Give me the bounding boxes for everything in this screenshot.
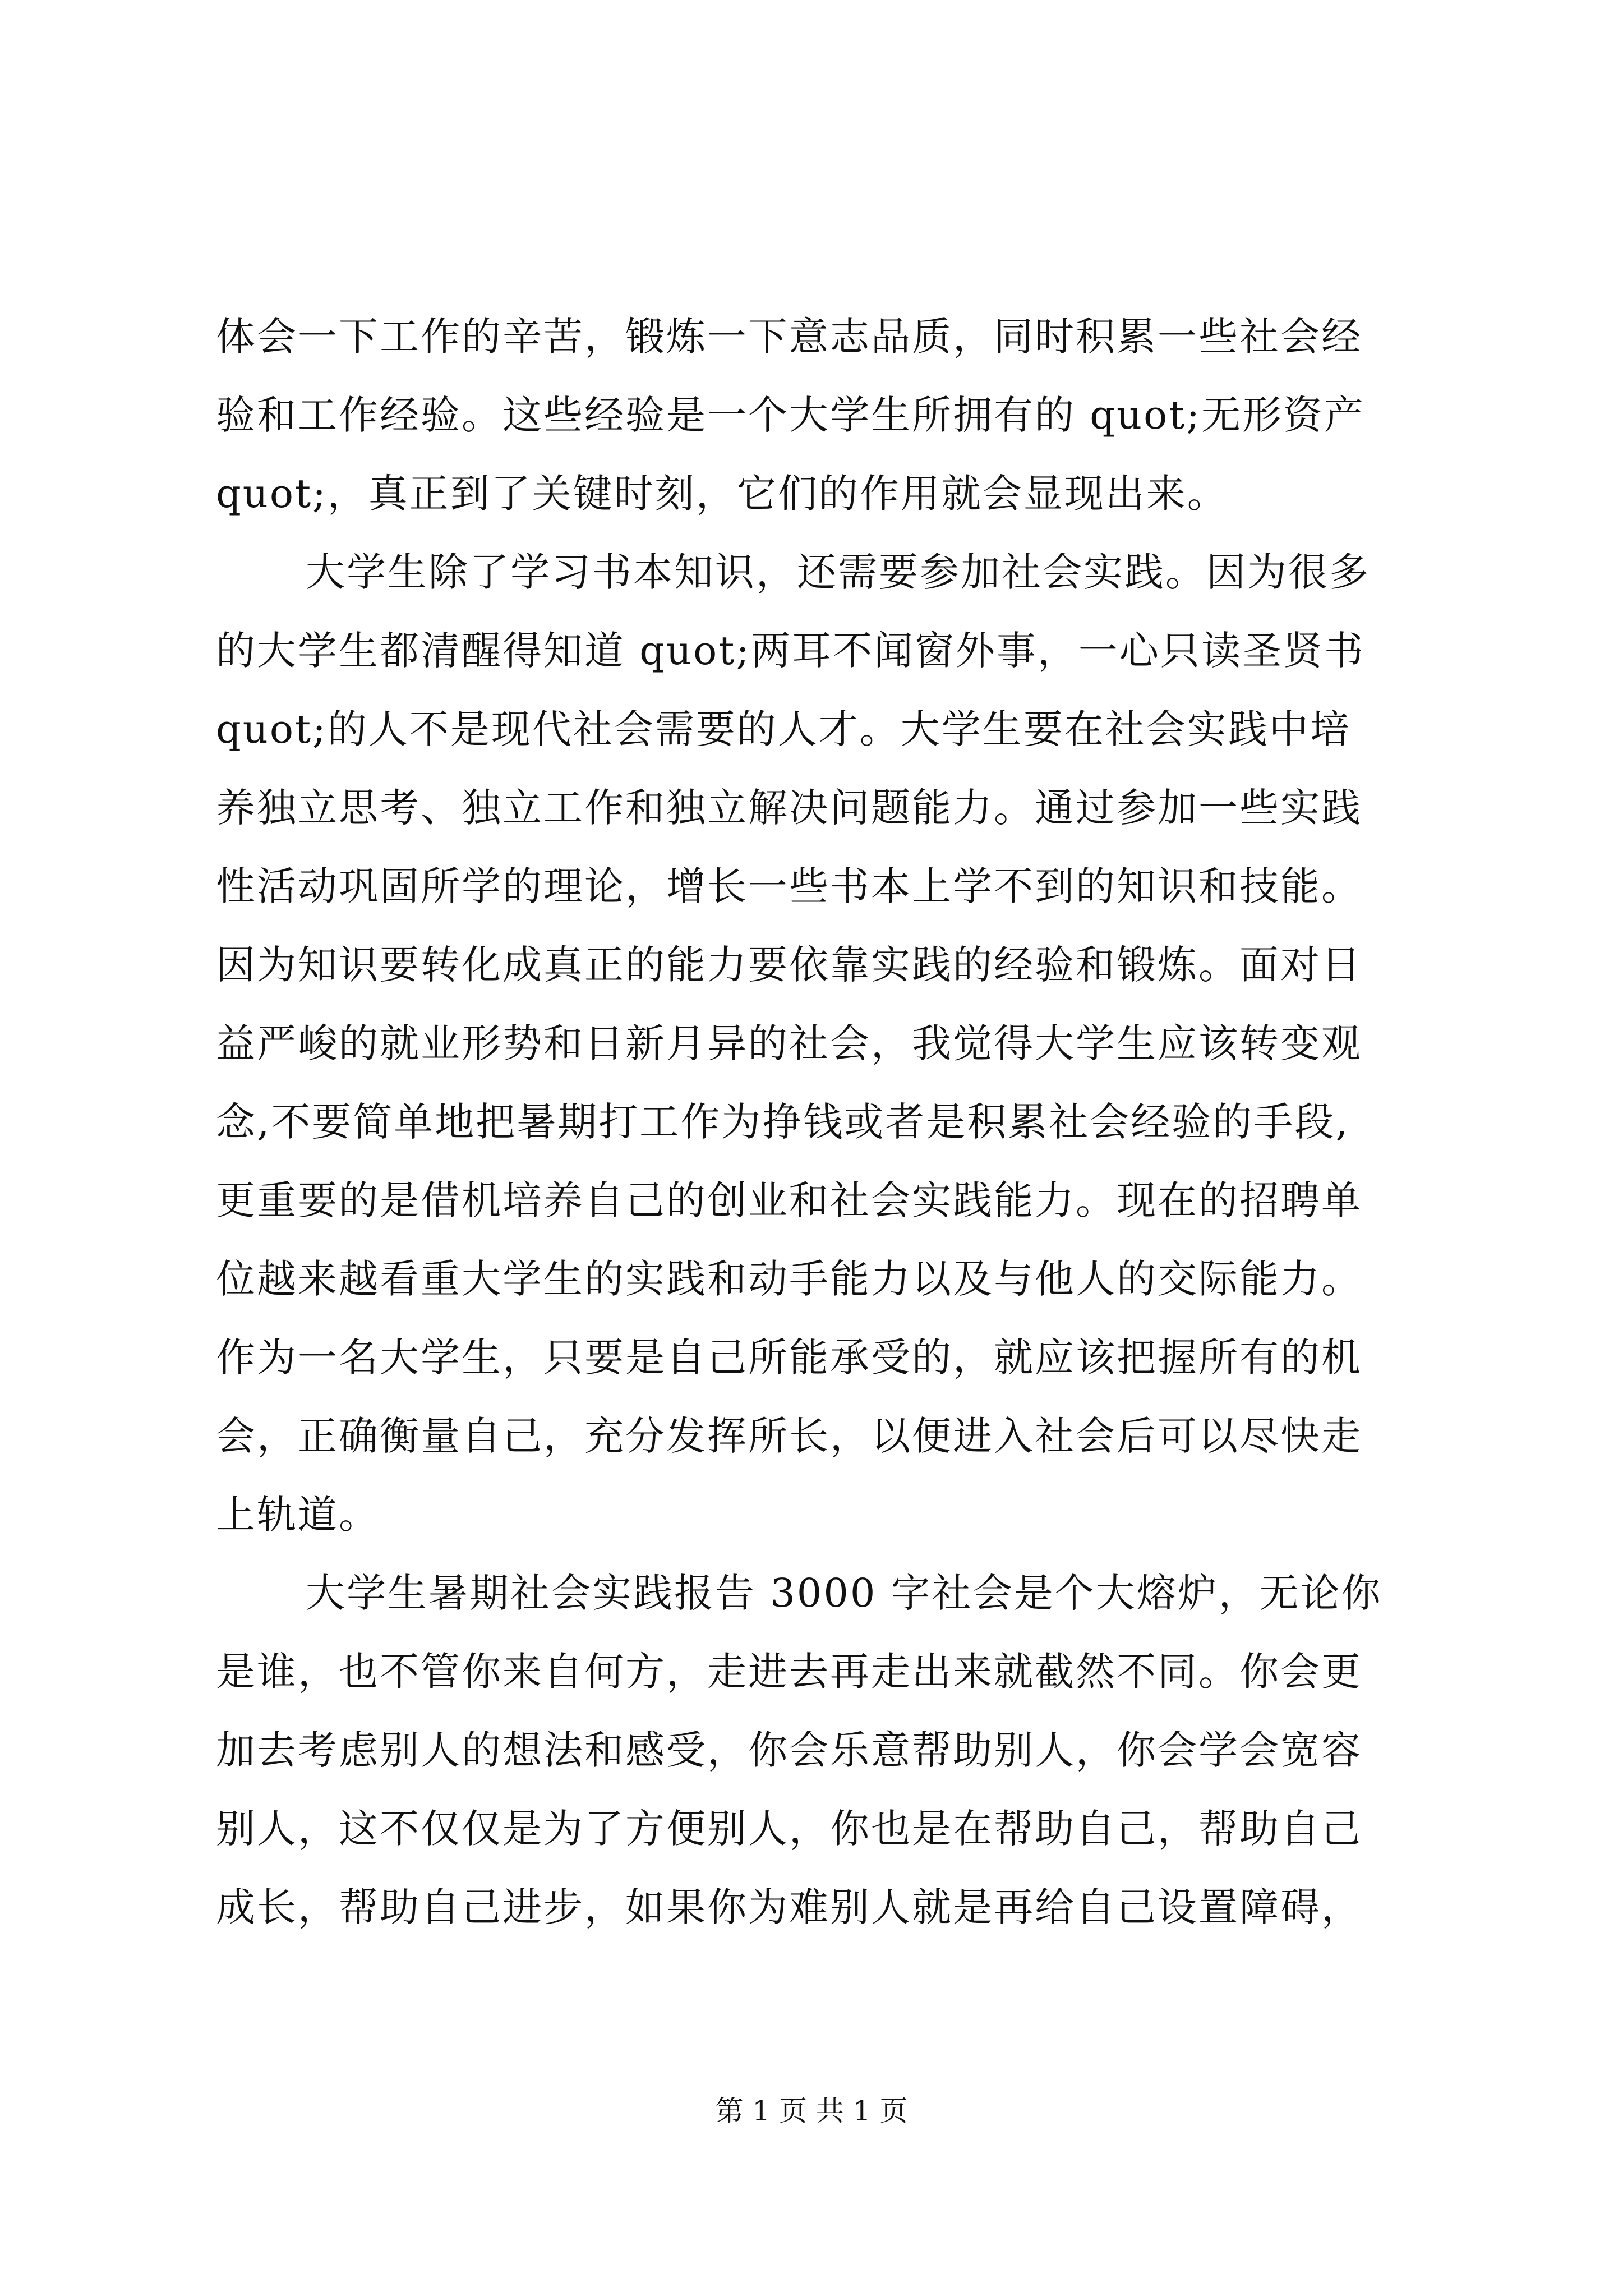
- text-line: 是谁，也不管你来自何方，走进去再走出来就截然不同。你会更: [216, 1649, 1362, 1695]
- text-line: 更重要的是借机培养自己的创业和社会实践能力。现在的招聘单: [216, 1177, 1362, 1223]
- text-line: 益严峻的就业形势和日新月异的社会，我觉得大学生应该转变观: [216, 1020, 1362, 1066]
- text-line: 体会一下工作的辛苦，锻炼一下意志品质，同时积累一些社会经: [216, 314, 1362, 360]
- text-line: 养独立思考、独立工作和独立解决问题能力。通过参加一些实践: [216, 785, 1362, 831]
- text-line: quot;，真正到了关键时刻，它们的作用就会显现出来。: [216, 471, 1228, 517]
- paragraph-start-line: 大学生除了学习书本知识，还需要参加社会实践。因为很多: [306, 549, 1370, 595]
- text-line: 作为一名大学生，只要是自己所能承受的，就应该把握所有的机: [216, 1335, 1362, 1381]
- text-line: 的大学生都清醒得知道 quot;两耳不闻窗外事，一心只读圣贤书: [216, 628, 1365, 674]
- text-line: 上轨道。: [216, 1492, 380, 1538]
- text-line: 加去考虑别人的想法和感受，你会乐意帮助别人，你会学会宽容: [216, 1727, 1362, 1773]
- text-line: 成长，帮助自己进步，如果你为难别人就是再给自己设置障碍，: [216, 1884, 1362, 1930]
- text-line: quot;的人不是现代社会需要的人才。大学生要在社会实践中培: [216, 706, 1351, 752]
- text-line: 念,不要简单地把暑期打工作为挣钱或者是积累社会经验的手段,: [216, 1099, 1350, 1145]
- page-footer: 第 1 页 共 1 页: [715, 2095, 908, 2127]
- text-line: 位越来越看重大学生的实践和动手能力以及与他人的交际能力。: [216, 1256, 1362, 1302]
- text-line: 因为知识要转化成真正的能力要依靠实践的经验和锻炼。面对日: [216, 942, 1362, 988]
- text-line: 会，正确衡量自己，充分发挥所长，以便进入社会后可以尽快走: [216, 1413, 1362, 1459]
- text-line: 性活动巩固所学的理论，增长一些书本上学不到的知识和技能。: [216, 863, 1362, 909]
- text-line: 验和工作经验。这些经验是一个大学生所拥有的 quot;无形资产: [216, 392, 1365, 438]
- text-line: 别人，这不仅仅是为了方便别人，你也是在帮助自己，帮助自己: [216, 1806, 1362, 1852]
- paragraph-start-line: 大学生暑期社会实践报告 3000 字社会是个大熔炉，无论你: [306, 1570, 1382, 1616]
